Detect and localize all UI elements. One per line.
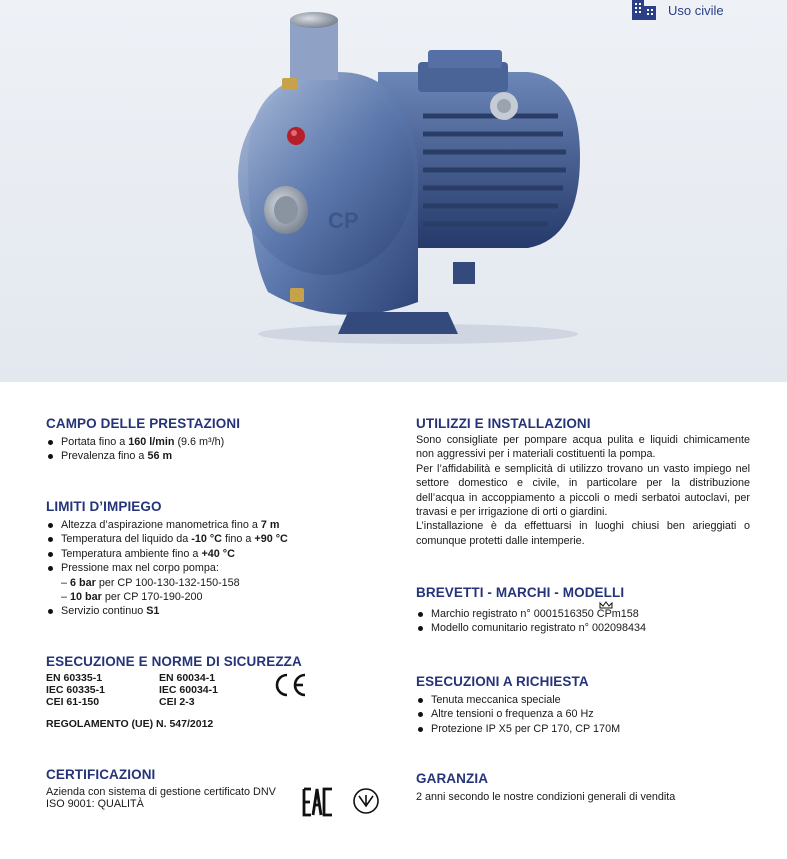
list-item: Temperatura ambiente fino a +40 °C bbox=[46, 547, 376, 561]
paragraph: Per l’affidabilità e semplicità di utilizzo trovano un vasto impiego nel settore domestico e civile, in particolare per la distribuzione dell’acqua in accoppiamento a piccoli o medi serbatoi autoclavi, per travasi e per irrigazione di orti o giardini. bbox=[416, 462, 750, 519]
section-safety bbox=[46, 654, 376, 730]
section-title: CERTIFICAZIONI bbox=[46, 767, 156, 782]
category-badge bbox=[632, 0, 724, 20]
section-options bbox=[416, 674, 750, 736]
list-subitem: – 10 bar per CP 170-190-200 bbox=[61, 591, 203, 604]
list-item: Portata fino a 160 l/min (9.6 m³/h) bbox=[46, 435, 376, 449]
section-title: ESECUZIONE E NORME DI SICUREZZA bbox=[46, 654, 302, 669]
section-title: LIMITI D’IMPIEGO bbox=[46, 499, 162, 514]
paragraph: Sono consigliate per pompare acqua pulita e liquidi chimicamente non aggressivi per i materiali costituenti la pompa. bbox=[416, 434, 750, 461]
category-label: Uso civile bbox=[668, 2, 724, 18]
list-item: Servizio continuo S1 bbox=[46, 604, 376, 618]
section-warranty bbox=[416, 771, 750, 804]
section-title: CAMPO DELLE PRESTAZIONI bbox=[46, 416, 241, 431]
pump-model-mark: CP bbox=[328, 208, 359, 233]
cert-line: Azienda con sistema di gestione certificato DNV bbox=[46, 786, 276, 798]
section-performance bbox=[46, 416, 376, 464]
list-item: Altre tensioni o frequenza a 60 Hz bbox=[416, 707, 750, 721]
certification-mark-icon bbox=[352, 787, 380, 815]
list-item: Temperatura del liquido da -10 °C fino a +90 °C bbox=[46, 532, 376, 546]
regulation-text: REGOLAMENTO (UE) N. 547/2012 bbox=[46, 718, 214, 730]
list-item: Altezza d’aspirazione manometrica fino a 7 m bbox=[46, 518, 376, 532]
list-item: Tenuta meccanica speciale bbox=[416, 693, 750, 707]
standards-grid: EN 60335-1 EN 60034-1 IEC 60335-1 IEC 60034-1 CEI 61-150 CEI 2-3 bbox=[46, 672, 218, 708]
section-title: ESECUZIONI A RICHIESTA bbox=[416, 674, 589, 689]
eac-mark-icon bbox=[302, 787, 334, 817]
list-item: Pressione max nel corpo pompa: bbox=[46, 561, 376, 575]
building-icon bbox=[632, 0, 656, 20]
section-limits bbox=[46, 499, 376, 619]
cert-line: ISO 9001: QUALITÀ bbox=[46, 798, 144, 810]
section-certifications bbox=[46, 767, 386, 810]
list-item: Marchio registrato n° 0001516350 CPm158 bbox=[416, 607, 750, 621]
pump-image bbox=[228, 12, 590, 352]
list-item: Prevalenza fino a 56 m bbox=[46, 449, 376, 463]
section-title: GARANZIA bbox=[416, 771, 489, 786]
section-uses bbox=[416, 416, 750, 548]
list-item: Modello comunitario registrato n° 002098434 bbox=[416, 621, 750, 635]
warranty-text: 2 anni secondo le nostre condizioni generali di vendita bbox=[416, 791, 676, 803]
list-subitem: – 6 bar per CP 100-130-132-150-158 bbox=[61, 576, 240, 589]
list-item: Protezione IP X5 per CP 170, CP 170M bbox=[416, 722, 750, 736]
section-patents bbox=[416, 585, 750, 636]
section-title: BREVETTI - MARCHI - MODELLI bbox=[416, 585, 625, 600]
ce-mark-icon bbox=[272, 672, 308, 698]
product-hero bbox=[0, 0, 787, 382]
paragraph: L’installazione è da effettuarsi in luoghi chiusi ben arieggiati o comunque protetti dalle intemperie. bbox=[416, 520, 750, 547]
section-title: UTILIZZI E INSTALLAZIONI bbox=[416, 416, 591, 431]
